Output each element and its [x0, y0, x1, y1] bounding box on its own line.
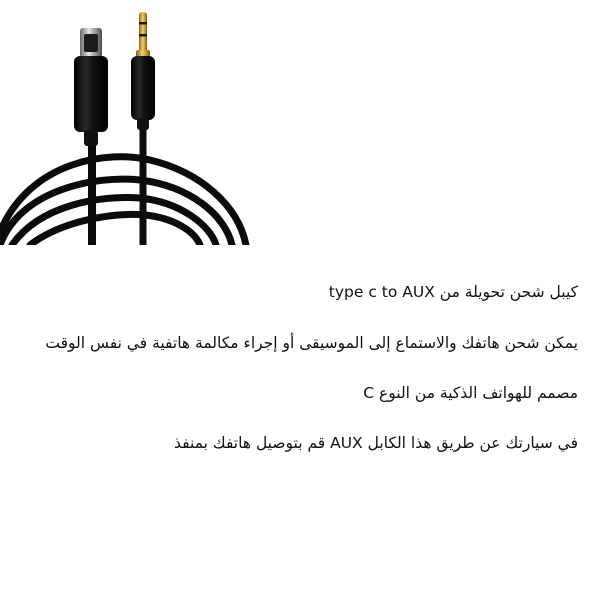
cable-coil	[0, 157, 246, 245]
usb-c-to-aux-cable-illustration	[0, 0, 250, 245]
description-line-compatibility: مصمم للهواتف الذكية من النوع C	[363, 384, 578, 402]
description-line-car-usage: في سيارتك عن طريق هذا الكابل AUX قم بتوصيل هاتفك بمنفذ	[174, 434, 578, 452]
description-line-title: كيبل شحن تحويلة من type c to AUX	[328, 283, 578, 301]
usb-c-connector-icon	[74, 28, 108, 146]
aux-jack-connector-icon	[131, 12, 155, 130]
product-image	[0, 0, 250, 245]
description-line-charging: يمكن شحن هاتفك والاستماع إلى الموسيقى أو إجراء مكالمة هاتفية في نفس الوقت	[45, 334, 578, 352]
